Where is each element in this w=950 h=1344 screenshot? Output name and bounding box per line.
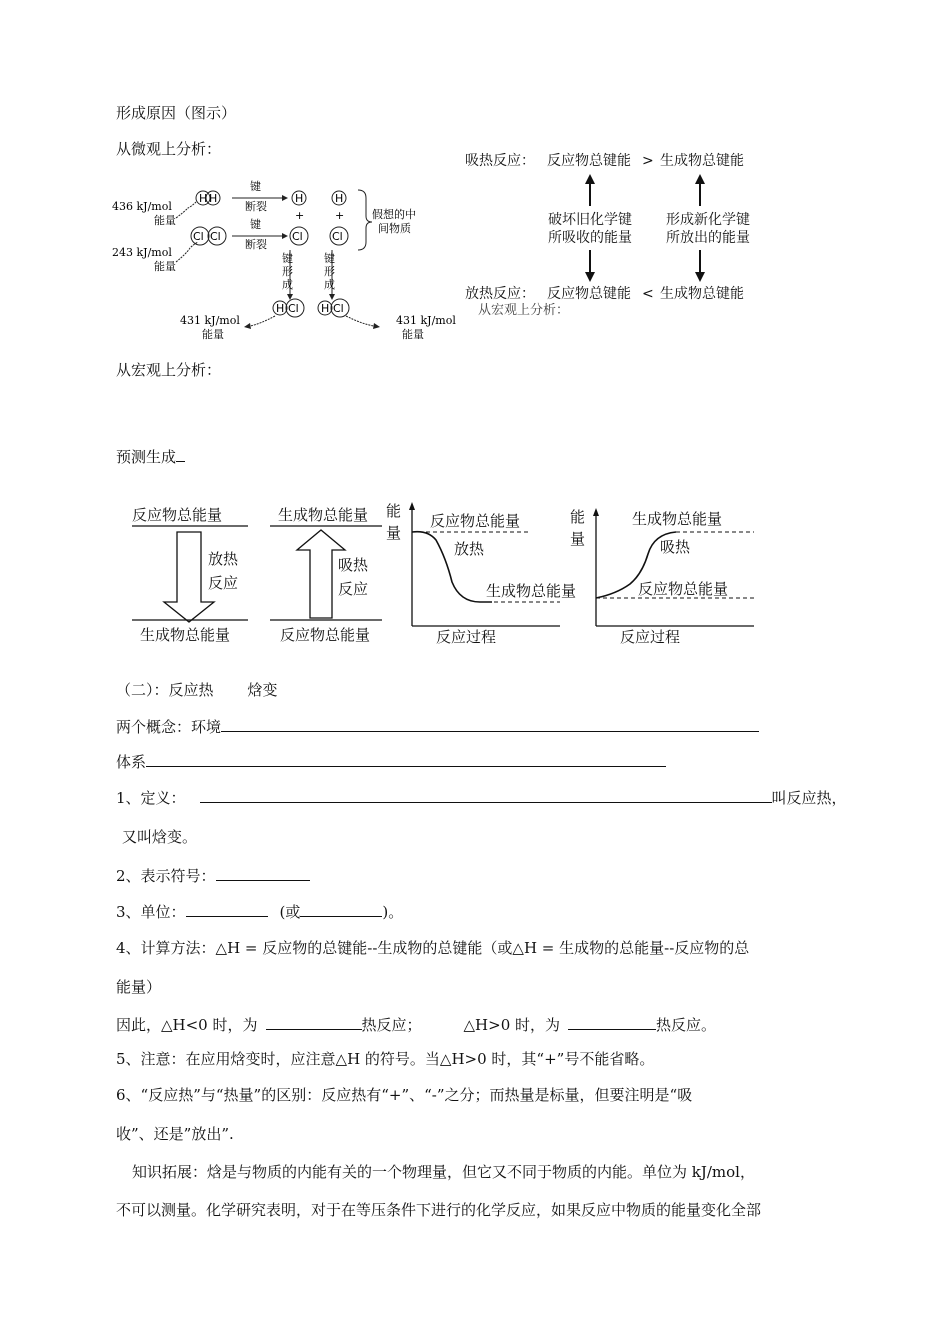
reactant-total-energy: 反应物总能量 [132, 506, 223, 524]
energy-word: 能量 [154, 214, 176, 227]
y-axis-label: 量 [386, 524, 402, 542]
plus: + [335, 209, 345, 222]
endo-label: 吸热反应： [465, 153, 535, 169]
predict-label: 预测生成 [116, 446, 185, 467]
hypothetical-label: 间物质 [378, 222, 411, 235]
break-label: 断裂 [245, 238, 267, 251]
y-axis-label: 量 [570, 530, 586, 548]
macro-label: 从宏观上分析： [116, 361, 222, 379]
product-total-energy: 生成物总能量 [278, 506, 369, 524]
form-label: 成 [324, 278, 335, 291]
x-axis-label: 反应过程 [436, 628, 497, 646]
therefore-line: 因此，△H<0 时，为 热反应； △H>0 时，为 热反应。 [116, 1016, 717, 1034]
product-total-energy: 生成物总能量 [140, 626, 231, 644]
energy-clcl: 243 kJ/mol [112, 246, 172, 259]
product-total-energy: 生成物总能量 [486, 582, 577, 600]
heading-cause: 形成原因（图示） [116, 104, 237, 122]
break-label: 断裂 [245, 200, 267, 213]
energy-word: 能量 [202, 328, 224, 341]
reactant-total-energy: 反应物总能量 [430, 512, 521, 530]
concepts-line: 两个概念：环境 [116, 716, 759, 737]
hypothetical-label: 假想的中 [372, 208, 416, 221]
overlap-macro-text: 从宏观上分析： [478, 303, 570, 318]
form-label: 成 [282, 278, 293, 291]
form-label: 键 [324, 252, 335, 265]
atom-h: H [295, 192, 304, 205]
y-axis-label: 能 [570, 508, 586, 526]
extension-line-2: 不可以测量。化学研究表明，对于在等压条件下进行的化学反应，如果反应中物质的能量变化全部 [116, 1201, 762, 1219]
atom-h: H [276, 302, 285, 315]
energy-level-diagrams [120, 498, 760, 658]
endo-curve-label: 吸热 [660, 538, 691, 556]
break-text: 所吸收的能量 [548, 230, 632, 246]
calc-line-2: 能量） [116, 978, 162, 996]
form-text: 形成新化学键 [666, 212, 750, 228]
gt-sign: > [642, 153, 654, 169]
note-6-line-1: 6、“反应热”与“热量”的区别：反应热有“+”、“-”之分；而热量是标量，但要注明是“吸 [116, 1086, 693, 1104]
note-6-line-2: 收”、还是”放出”. [116, 1125, 234, 1143]
atom-h: H [209, 192, 218, 205]
reactant-bond-energy: 反应物总键能 [547, 153, 631, 169]
form-label: 键 [282, 252, 293, 265]
form-label: 形 [282, 265, 293, 278]
down-arrow [164, 532, 214, 622]
endo-arrow-label: 吸热 [338, 556, 369, 574]
atom-cl: Cl [288, 302, 299, 315]
atom-cl: Cl [332, 230, 343, 243]
product-total-energy: 生成物总能量 [632, 510, 723, 528]
reactant-total-energy: 反应物总能量 [638, 580, 729, 598]
atom-cl: Cl [193, 230, 204, 243]
system-line: 体系 [116, 751, 666, 772]
form-label: 形 [324, 265, 335, 278]
endo-arrow-label: 反应 [338, 580, 369, 598]
atom-cl: Cl [210, 230, 221, 243]
energy-hcl-left: 431 kJ/mol [180, 314, 240, 327]
exo-arrow-label: 放热 [208, 550, 239, 568]
energy-word: 能量 [154, 260, 176, 273]
bond-label: 键 [250, 180, 261, 193]
atom-cl: Cl [333, 302, 344, 315]
exo-curve-label: 放热 [454, 540, 485, 558]
y-axis-label: 能 [386, 502, 402, 520]
product-bond-energy: 生成物总键能 [660, 153, 744, 169]
symbol-line: 2、表示符号： [116, 865, 310, 886]
atom-cl: Cl [292, 230, 303, 243]
product-bond-energy: 生成物总键能 [660, 286, 744, 302]
reactant-total-energy: 反应物总能量 [280, 626, 371, 644]
micro-bond-diagram [110, 178, 460, 348]
micro-label: 从微观上分析： [116, 140, 222, 158]
plus: + [295, 209, 305, 222]
break-text: 破坏旧化学键 [548, 212, 632, 228]
x-axis-label: 反应过程 [620, 628, 681, 646]
atom-h: H [199, 192, 208, 205]
form-text: 所放出的能量 [666, 230, 750, 246]
exo-arrow-label: 反应 [208, 574, 239, 592]
reactant-bond-energy: 反应物总键能 [547, 286, 631, 302]
section2-title: （二）：反应热 焓变 [116, 681, 278, 699]
lt-sign: < [642, 286, 654, 302]
energy-word: 能量 [402, 328, 424, 341]
definition-line: 1、定义： 叫反应热， [116, 789, 847, 807]
up-arrow [297, 530, 345, 618]
note-5: 5、注意：在应用焓变时，应注意△H 的符号。当△H>0 时，其“+”号不能省略。 [116, 1050, 655, 1068]
energy-hcl-right: 431 kJ/mol [396, 314, 456, 327]
unit-line: 3、单位： (或 )。 [116, 903, 404, 921]
energy-hh: 436 kJ/mol [112, 200, 172, 213]
atom-h: H [335, 192, 344, 205]
extension-line-1: 知识拓展：焓是与物质的内能有关的一个物理量，但它又不同于物质的内能。单位为 kJ/mol， [132, 1163, 755, 1181]
bond-energy-diagram [460, 146, 760, 326]
bond-label: 键 [250, 218, 261, 231]
calc-line-1: 4、计算方法：△H = 反应物的总键能--生成物的总键能（或△H = 生成物的总能量--反应物的总 [116, 939, 750, 957]
definition-cont: 又叫焓变。 [122, 828, 198, 846]
exo-label: 放热反应： [465, 286, 535, 302]
atom-h: H [321, 302, 330, 315]
